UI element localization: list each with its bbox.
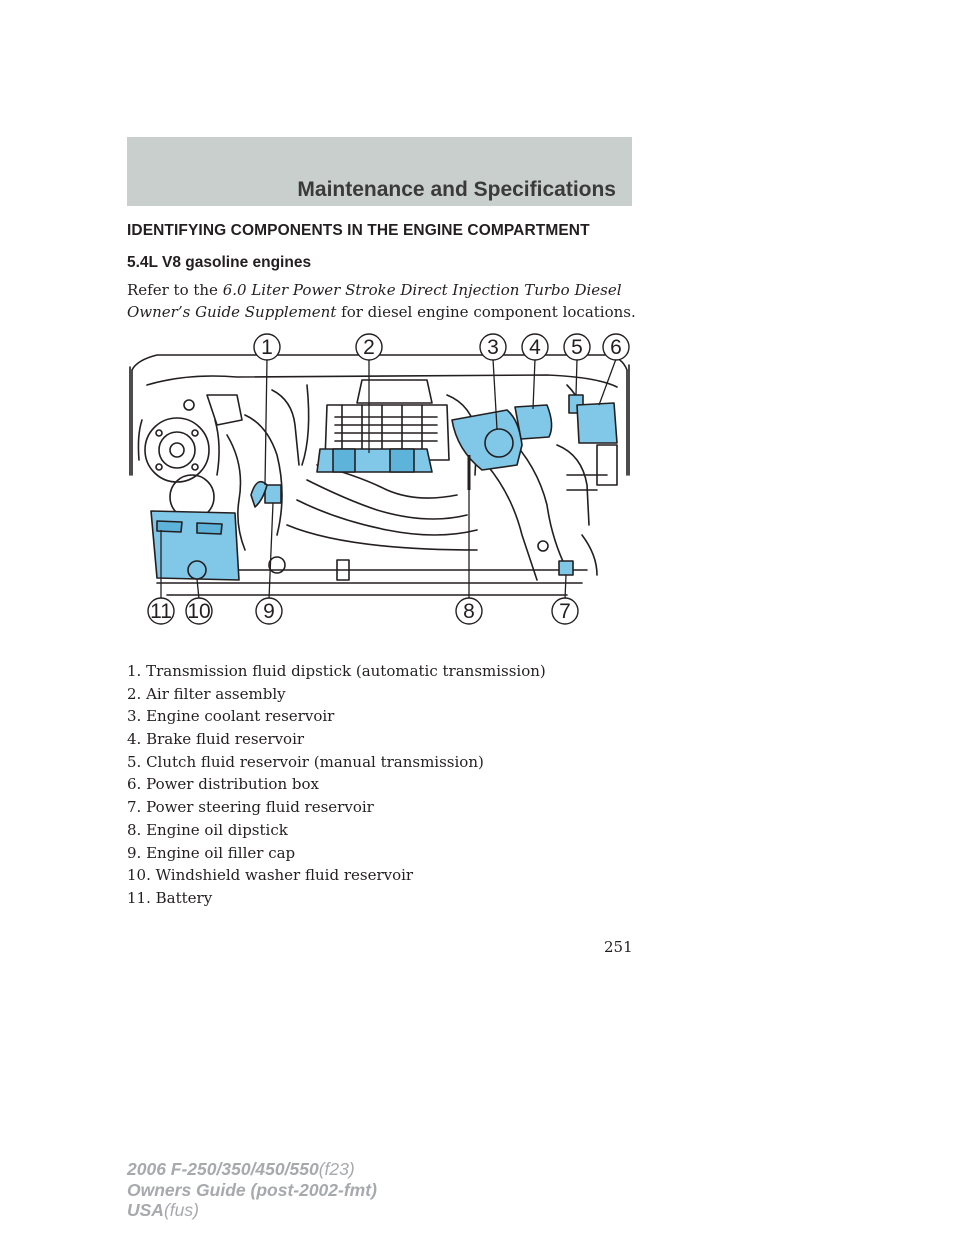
list-item: 7. Power steering fluid reservoir [127, 798, 374, 817]
intro-paragraph: Refer to the 6.0 Liter Power Stroke Direct Injection Turbo Diesel Owner’s Guide Supplement for diesel engine component locations. [127, 281, 636, 321]
list-item: 10. Windshield washer fluid reservoir [127, 866, 414, 885]
callout-10: 10 [187, 600, 211, 623]
supplement-title: 6.0 Liter Power Stroke Direct Injection Turbo Diesel Owner’s Guide Supplement [127, 281, 622, 321]
list-item: 5. Clutch fluid reservoir (manual transmission) [127, 752, 484, 771]
document-footer: 2006 F-250/350/450/550(f23) Owners Guide (post-2002-fmt) USA(fus) [127, 1159, 377, 1220]
page-number: 251 [604, 938, 633, 956]
brake-reservoir-shape [515, 405, 552, 439]
list-item: 6. Power distribution box [127, 775, 319, 794]
callout-6: 6 [610, 336, 622, 359]
engine-compartment-diagram [127, 325, 637, 633]
callout-5: 5 [571, 336, 583, 359]
list-item: 8. Engine oil dipstick [127, 820, 288, 839]
callout-1: 1 [261, 336, 273, 359]
list-item: 9. Engine oil filler cap [127, 843, 296, 862]
list-item: 11. Battery [127, 888, 213, 907]
parts-list [127, 661, 546, 911]
power-distribution-box-shape [577, 403, 617, 443]
list-item: 4. Brake fluid reservoir [127, 730, 305, 749]
list-item: 2. Air filter assembly [127, 684, 286, 703]
list-item: 1. Transmission fluid dipstick (automatic transmission) [127, 662, 546, 680]
callout-3: 3 [487, 336, 499, 359]
section-title: IDENTIFYING COMPONENTS IN THE ENGINE COMPARTMENT [127, 222, 590, 239]
callout-11: 11 [150, 600, 172, 623]
callout-8: 8 [463, 600, 475, 623]
callout-2: 2 [363, 336, 375, 359]
callout-4: 4 [529, 336, 541, 359]
subsection-title: 5.4L V8 gasoline engines [127, 254, 312, 271]
list-item: 3. Engine coolant reservoir [127, 707, 335, 726]
callout-9: 9 [263, 600, 275, 623]
page-header-title: Maintenance and Specifications [297, 178, 616, 201]
callout-7: 7 [559, 600, 571, 623]
